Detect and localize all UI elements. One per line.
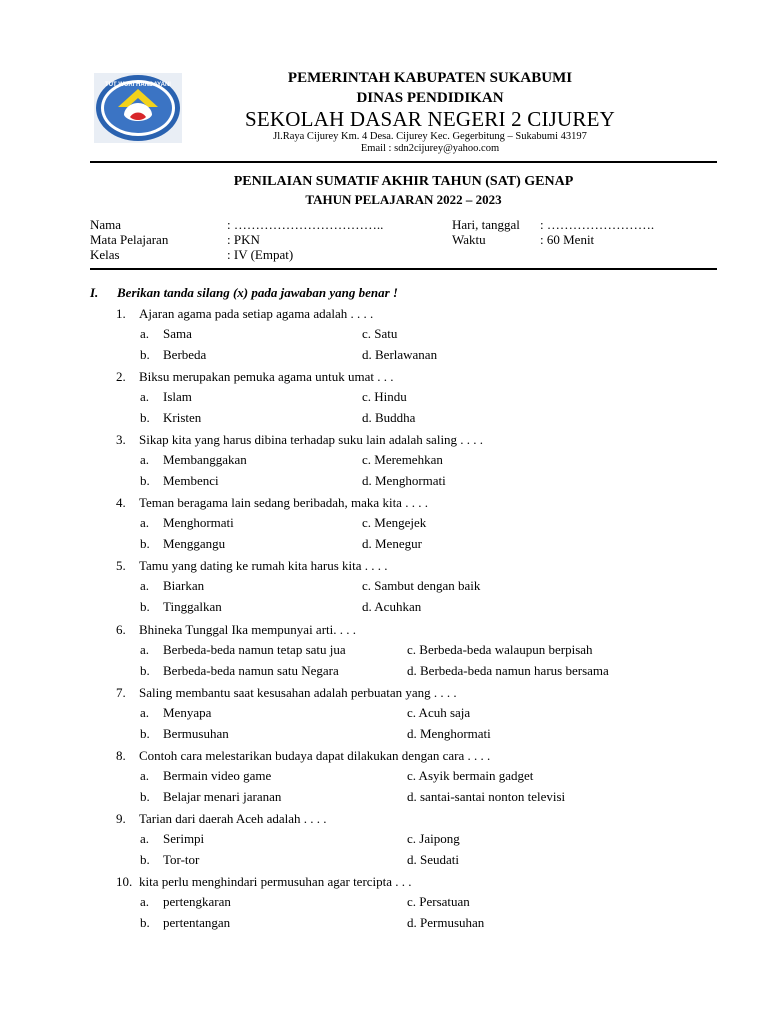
mapel-value: : PKN xyxy=(227,232,260,247)
option-letter: a. xyxy=(140,326,150,341)
option-b: pertentangan xyxy=(163,915,231,930)
question-text: kita perlu menghindari permusuhan agar tercipta . . . xyxy=(139,874,412,889)
question-text: Biksu merupakan pemuka agama untuk umat . . . xyxy=(139,369,394,384)
option-a: Menghormati xyxy=(163,515,234,530)
option-letter: b. xyxy=(140,473,150,488)
hari-value: : ……………………. xyxy=(540,217,655,232)
question-text: Tamu yang dating ke rumah kita harus kita . . . . xyxy=(139,558,388,573)
option-a: Menyapa xyxy=(163,705,212,720)
option-b: Menggangu xyxy=(163,536,226,551)
option-letter: b. xyxy=(140,410,150,425)
question-text: Saling membantu saat kesusahan adalah perbuatan yang . . . . xyxy=(139,685,457,700)
option-b: Berbeda-beda namun satu Negara xyxy=(163,663,339,678)
option-d: d. Menghormati xyxy=(362,473,446,488)
option-a: Sama xyxy=(163,326,192,341)
option-c: c. Satu xyxy=(362,326,398,341)
logo-lettering: TUT WURI HANDAYANI xyxy=(105,82,171,88)
option-c: c. Acuh saja xyxy=(407,705,471,720)
question-text: Teman beragama lain sedang beribadah, maka kita . . . . xyxy=(139,495,428,510)
nama-label: Nama xyxy=(90,217,122,232)
option-letter: a. xyxy=(140,768,150,783)
option-letter: b. xyxy=(140,599,150,614)
option-letter: a. xyxy=(140,642,150,657)
option-letter: b. xyxy=(140,663,150,678)
option-a: Berbeda-beda namun tetap satu jua xyxy=(163,642,346,657)
option-a: Islam xyxy=(163,389,192,404)
option-letter: b. xyxy=(140,726,150,741)
option-c: c. Asyik bermain gadget xyxy=(407,768,534,783)
waktu-label: Waktu xyxy=(452,232,486,247)
option-d: d. Buddha xyxy=(362,410,416,425)
option-d: d. santai-santai nonton televisi xyxy=(407,789,566,804)
school-email: Email : sdn2cijurey@yahoo.com xyxy=(360,143,500,154)
option-letter: a. xyxy=(140,831,150,846)
option-letter: a. xyxy=(140,452,150,467)
option-c: c. Hindu xyxy=(362,389,407,404)
option-c: c. Persatuan xyxy=(407,894,470,909)
section-number: I. xyxy=(90,285,99,300)
option-letter: a. xyxy=(140,894,150,909)
question-number: 2. xyxy=(116,369,126,384)
school-logo xyxy=(94,73,182,143)
exam-title: PENILAIAN SUMATIF AKHIR TAHUN (SAT) GENAP xyxy=(233,174,574,189)
option-a: pertengkaran xyxy=(163,894,231,909)
school-address: Jl.Raya Cijurey Km. 4 Desa. Cijurey Kec. Gegerbitung – Sukabumi 43197 xyxy=(273,131,587,142)
option-b: Tor-tor xyxy=(163,852,200,867)
question-text: Ajaran agama pada setiap agama adalah . . . . xyxy=(139,306,374,321)
option-d: d. Seudati xyxy=(407,852,459,867)
option-d: d. Acuhkan xyxy=(362,599,422,614)
option-d: d. Menghormati xyxy=(407,726,491,741)
option-b: Kristen xyxy=(163,410,202,425)
question-number: 6. xyxy=(116,622,126,637)
option-letter: b. xyxy=(140,347,150,362)
question-number: 5. xyxy=(116,558,126,573)
option-b: Berbeda xyxy=(163,347,207,362)
option-a: Biarkan xyxy=(163,578,205,593)
kelas-label: Kelas xyxy=(90,247,120,262)
question-text: Sikap kita yang harus dibina terhadap suku lain adalah saling . . . . xyxy=(139,432,484,447)
option-c: c. Sambut dengan baik xyxy=(362,578,481,593)
letterhead-divider xyxy=(90,161,717,163)
question-number: 10. xyxy=(116,874,133,889)
option-letter: a. xyxy=(140,705,150,720)
option-d: d. Menegur xyxy=(362,536,422,551)
option-letter: a. xyxy=(140,515,150,530)
option-a: Serimpi xyxy=(163,831,205,846)
department-name: DINAS PENDIDIKAN xyxy=(356,90,504,106)
question-text: Bhineka Tunggal Ika mempunyai arti. . . . xyxy=(139,622,357,637)
option-letter: a. xyxy=(140,578,150,593)
option-b: Tinggalkan xyxy=(163,599,222,614)
option-letter: a. xyxy=(140,389,150,404)
question-number: 1. xyxy=(116,306,126,321)
option-b: Membenci xyxy=(163,473,219,488)
question-text: Tarian dari daerah Aceh adalah . . . . xyxy=(139,811,327,826)
option-letter: b. xyxy=(140,536,150,551)
option-letter: b. xyxy=(140,789,150,804)
option-c: c. Mengejek xyxy=(362,515,427,530)
question-number: 3. xyxy=(116,432,126,447)
option-c: c. Meremehkan xyxy=(362,452,443,467)
waktu-value: : 60 Menit xyxy=(540,232,595,247)
option-c: c. Berbeda-beda walaupun berpisah xyxy=(407,642,593,657)
government-name: PEMERINTAH KABUPATEN SUKABUMI xyxy=(287,70,573,86)
option-b: Bermusuhan xyxy=(163,726,229,741)
exam-year: TAHUN PELAJARAN 2022 – 2023 xyxy=(305,192,502,207)
option-letter: b. xyxy=(140,852,150,867)
section-instruction: Berikan tanda silang (x) pada jawaban yang benar ! xyxy=(117,285,398,300)
option-d: d. Berbeda-beda namun harus bersama xyxy=(407,663,609,678)
option-d: d. Berlawanan xyxy=(362,347,438,362)
kelas-value: : IV (Empat) xyxy=(227,247,294,262)
option-a: Membanggakan xyxy=(163,452,247,467)
option-letter: b. xyxy=(140,915,150,930)
question-number: 8. xyxy=(116,748,126,763)
mapel-label: Mata Pelajaran xyxy=(90,232,169,247)
question-text: Contoh cara melestarikan budaya dapat dilakukan dengan cara . . . . xyxy=(139,748,491,763)
question-number: 4. xyxy=(116,495,126,510)
option-a: Bermain video game xyxy=(163,768,272,783)
school-name: SEKOLAH DASAR NEGERI 2 CIJUREY xyxy=(244,107,615,131)
question-number: 9. xyxy=(116,811,126,826)
question-number: 7. xyxy=(116,685,126,700)
hari-label: Hari, tanggal xyxy=(452,217,520,232)
option-b: Belajar menari jaranan xyxy=(163,789,282,804)
nama-value: : …………………………….. xyxy=(227,217,384,232)
option-d: d. Permusuhan xyxy=(407,915,485,930)
info-divider xyxy=(90,268,717,270)
option-c: c. Jaipong xyxy=(407,831,460,846)
